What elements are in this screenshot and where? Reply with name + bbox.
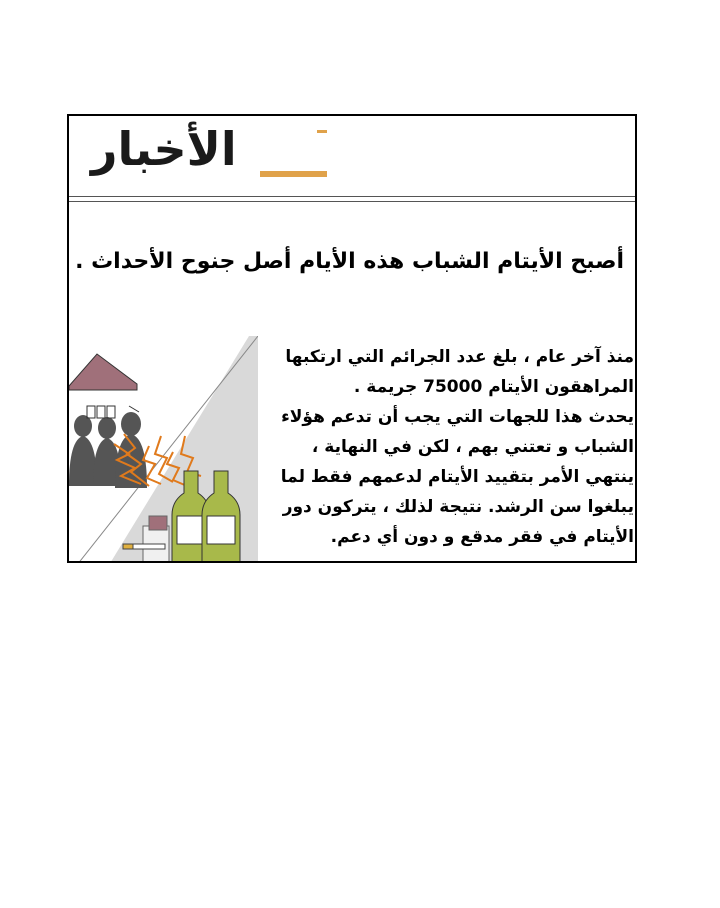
newspaper-frame [67,114,637,563]
masthead-accent-dot [317,130,327,133]
article-line-1: منذ آخر عام ، بلغ عدد الجرائم التي ارتكبها [285,347,634,367]
article-paragraph-2: يحدث هذا للجهات التي يجب أن تدعم هؤلاء الشباب و تعتني بهم ، لكن في النهاية ، ينتهي الأمر بتقييد الأيتام لدعمهم فقط لما يبلغوا سن الرشد. نتيجة لذلك ، يتركون دور الأيتام في فقر مدقع و دون أي دعم. [280,407,634,547]
article-body [259,342,634,552]
masthead-accent-bar [260,171,327,177]
masthead-title: الأخبار [91,122,237,176]
masthead-section [69,116,635,197]
article-line-2: المراهقون الأيتام 75000 جريمة . [353,377,634,397]
header-divider [69,201,635,202]
illustration [69,336,258,563]
headline: أصبح الأيتام الشباب هذه الأيام أصل جنوح الأحداث . [75,249,624,274]
